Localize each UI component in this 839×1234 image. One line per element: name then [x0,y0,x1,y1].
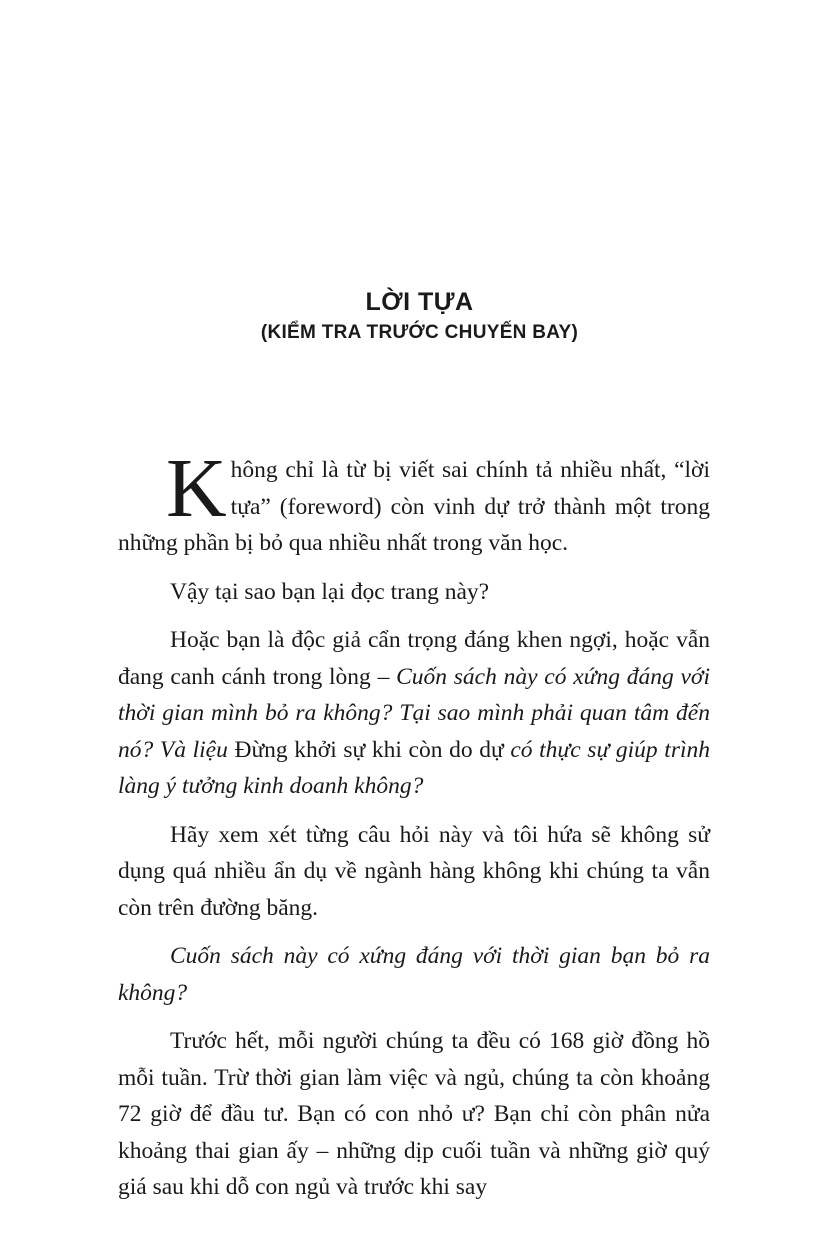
body-text [118,442,710,1218]
chapter-title: LỜI TỰA [365,288,474,316]
chapter-subtitle: (KIỂM TRA TRƯỚC CHUYẾN BAY) [260,322,579,343]
paragraph-3-italic-2: có thực sự giúp trình làng ý tưởng kinh doanh không? [118,736,710,799]
paragraph-5-italic-question: Cuốn sách này có xứng đáng với thời gian bạn bỏ ra không? [118,943,710,1006]
paragraph-1 [118,442,710,562]
paragraph-6: Trước hết, mỗi người chúng ta đều có 168 giờ đồng hồ mỗi tuần. Trừ thời gian làm việc và ngủ, chúng ta còn khoảng 72 giờ để đầu tư. Bạn có con nhỏ ư? Bạn chỉ còn phân nửa khoảng thai gian ấy – những dịp cuối tuần và những giờ quý giá sau khi dỗ con ngủ và trước khi say [118,1028,710,1200]
paragraph-2: Vậy tại sao bạn lại đọc trang này? [170,578,490,605]
paragraph-4: Hãy xem xét từng câu hỏi này và tôi hứa sẽ không sử dụng quá nhiều ẩn dụ về ngành hàng không khi chúng ta vẫn còn trên đường băng. [118,821,710,921]
paragraph-3-part-2: Đừng khởi sự khi còn do dự [227,736,511,763]
paragraph-3-part-1: Hoặc bạn là độc giả cẩn trọng đáng khen ngợi, hoặc vẫn đang canh cánh trong lòng – [118,627,710,690]
paragraph-3-italic-1: Cuốn sách này có xứng đáng với thời gian mình bỏ ra không? Tại sao mình phải quan tâm đến nó? Và liệu [118,663,710,763]
paragraph-1-text: hông chỉ là từ bị viết sai chính tả nhiều nhất, “lời tựa” (foreword) còn vinh dự trở thành một trong những phần bị bỏ qua nhiều nhất trong văn học. [118,457,710,556]
chapter-heading [0,286,839,346]
paragraph-3 [118,622,710,805]
drop-cap: K [166,442,227,535]
